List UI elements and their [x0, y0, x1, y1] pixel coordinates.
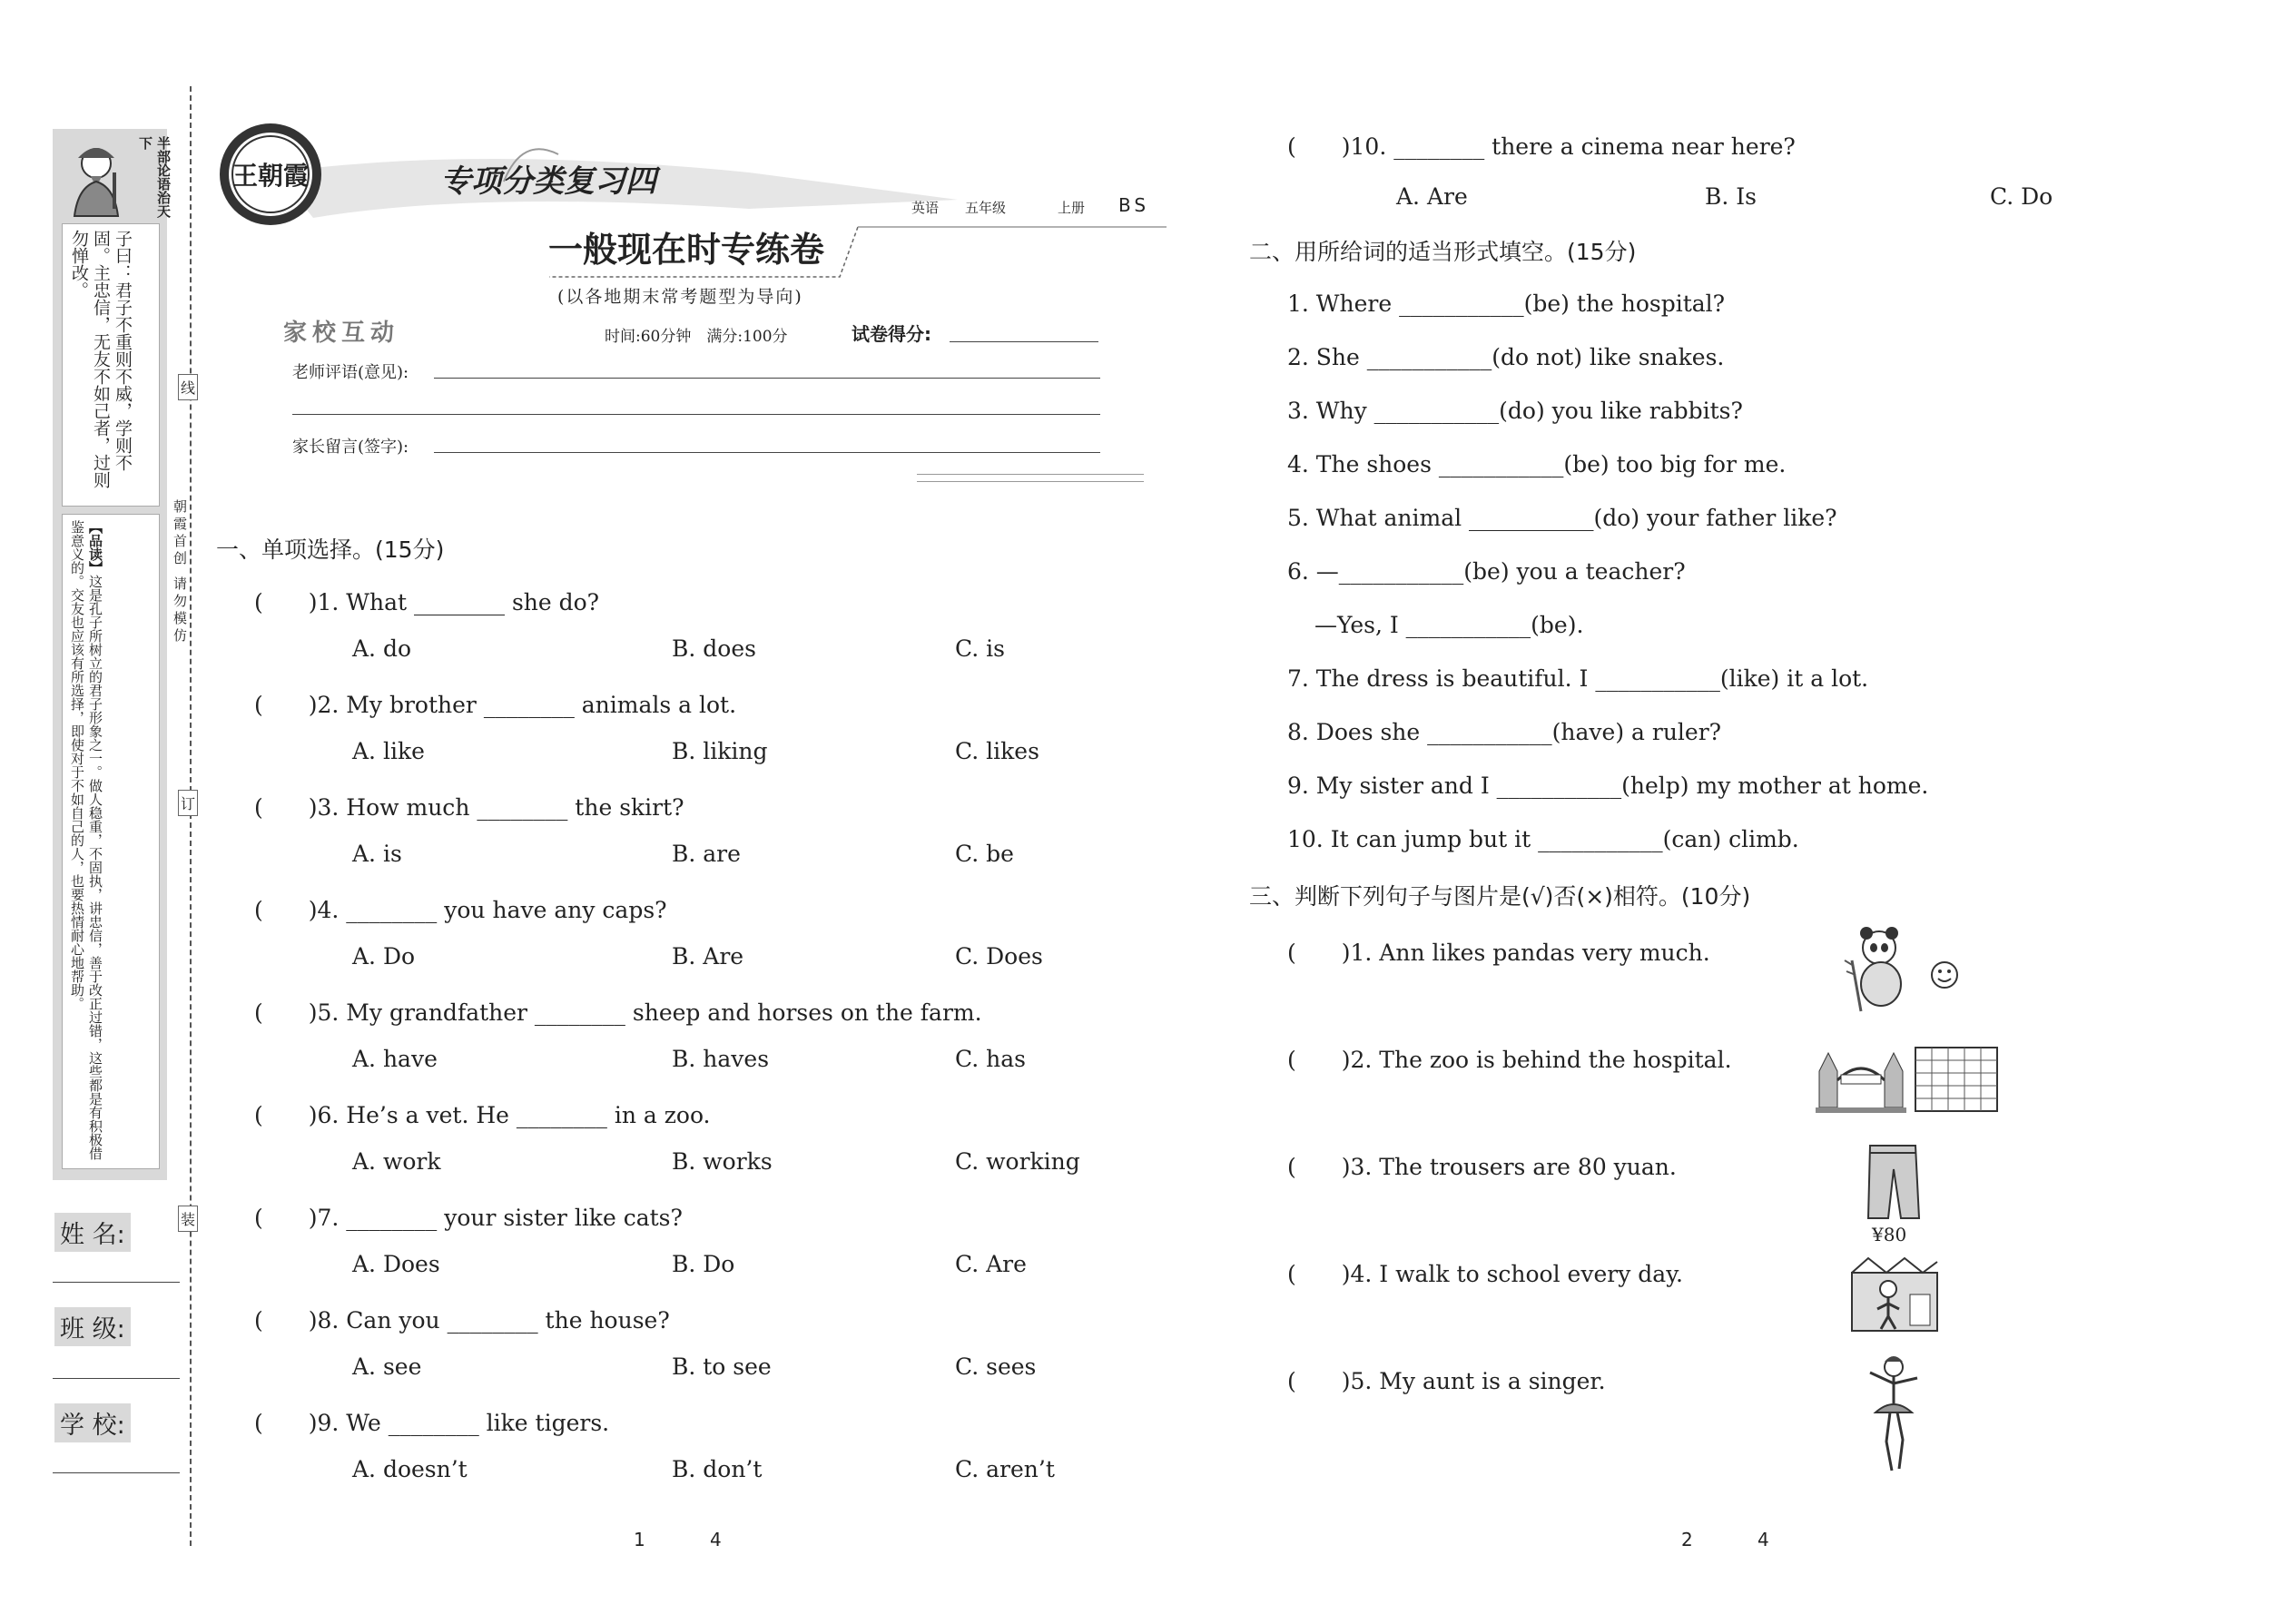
fill-item-4[interactable]: 4. The shoes ___________(be) too big for me.	[1287, 451, 1787, 477]
mc-question-6: ( )6. He’s a vet. He ________ in a zoo.	[254, 1102, 711, 1128]
fill-item-6[interactable]: 6. —___________(be) you a teacher?	[1287, 558, 1686, 585]
mc-q10-option-c[interactable]: C. Do	[1990, 183, 2053, 210]
parent-message-field[interactable]	[434, 452, 1100, 453]
section2-title: 二、用所给词的适当形式填空。(15分)	[1249, 239, 1637, 265]
fill-item-7[interactable]: 7. The dress is beautiful. I ___________(like) it a lot.	[1287, 665, 1869, 692]
fill-item-9[interactable]: 9. My sister and I ___________(help) my mother at home.	[1287, 773, 1929, 799]
mc-q2-option-a[interactable]: A. like	[352, 738, 425, 764]
mc-q7-option-c[interactable]: C. Are	[955, 1251, 1027, 1277]
vertical-notice: 朝霞首创 请勿模仿	[172, 499, 188, 645]
class-label: 班 级:	[54, 1307, 131, 1346]
judge-item-1[interactable]: ( )1. Ann likes pandas very much.	[1287, 940, 1710, 966]
fill-item-10[interactable]: 10. It can jump but it ___________(can) climb.	[1287, 826, 1799, 852]
mc-question-10: ( )10. ________ there a cinema near here?	[1287, 133, 1796, 160]
subject-tag-3: 上册	[1058, 200, 1086, 216]
read-label: 【品读】	[87, 520, 103, 575]
mc-q9-option-a[interactable]: A. doesn’t	[352, 1456, 468, 1482]
mc-q8-option-a[interactable]: A. see	[352, 1353, 422, 1380]
home-school-label: 家校互动	[283, 320, 400, 347]
fill-item-3[interactable]: 3. Why ___________(do) you like rabbits?	[1287, 398, 1743, 424]
judge-item-5[interactable]: ( )5. My aunt is a singer.	[1287, 1368, 1606, 1394]
confucius-quote: 子曰：君子不重则不威，学则不固。主忠信，无友不如己者，过则勿惮改。	[69, 230, 133, 488]
section3-title: 三、判断下列句子与图片是(√)否(×)相符。(10分)	[1249, 883, 1751, 910]
trousers-icon	[1861, 1142, 1925, 1222]
mc-q1-option-a[interactable]: A. do	[352, 635, 412, 662]
seal-mark-3: 装	[178, 1206, 198, 1232]
mc-q6-option-b[interactable]: B. works	[672, 1148, 773, 1175]
mc-q4-option-c[interactable]: C. Does	[955, 943, 1043, 969]
teacher-comment-label: 老师评语(意见):	[292, 363, 409, 382]
header-frame-lines-2	[917, 481, 1144, 482]
trousers-price: ¥80	[1872, 1224, 1907, 1245]
mc-q7-option-b[interactable]: B. Do	[672, 1251, 735, 1277]
header-banner	[204, 118, 1167, 300]
seal-mark-1: 线	[178, 374, 198, 400]
school-field[interactable]	[53, 1472, 180, 1473]
read-text: 这是孔子所树立的君子形象之一。做人稳重，不固执，讲忠信，善于改正过错，这些都是有积极借鉴意义的。交友也应该有所选择，即使对于不如自己的人，也要热情耐心地帮助。	[69, 520, 103, 1160]
judge-item-3[interactable]: ( )3. The trousers are 80 yuan.	[1287, 1154, 1677, 1180]
mc-q2-option-c[interactable]: C. likes	[955, 738, 1039, 764]
panda-smile-icon	[1843, 924, 1961, 1015]
confucius-icon	[58, 136, 140, 218]
mc-q10-option-b[interactable]: B. Is	[1705, 183, 1757, 210]
mc-q1-option-c[interactable]: C. is	[955, 635, 1005, 662]
mc-q5-option-b[interactable]: B. haves	[672, 1046, 770, 1072]
mc-q3-option-b[interactable]: B. are	[672, 841, 741, 867]
left-page-total: 4	[710, 1529, 722, 1550]
mc-q8-option-c[interactable]: C. sees	[955, 1353, 1037, 1380]
mc-q10-option-a[interactable]: A. Are	[1396, 183, 1468, 210]
school-label: 学 校:	[54, 1403, 131, 1442]
fill-item-2[interactable]: 2. She ___________(do not) like snakes.	[1287, 344, 1725, 370]
mc-q2-option-b[interactable]: B. liking	[672, 738, 768, 764]
parent-message-label: 家长留言(签字):	[292, 438, 409, 457]
mc-q8-option-b[interactable]: B. to see	[672, 1353, 772, 1380]
mc-question-8: ( )8. Can you ________ the house?	[254, 1307, 670, 1334]
mc-q7-option-a[interactable]: A. Does	[352, 1251, 440, 1277]
read-box	[62, 514, 160, 1169]
judge-item-2[interactable]: ( )2. The zoo is behind the hospital.	[1287, 1047, 1732, 1073]
name-field[interactable]	[53, 1282, 180, 1283]
score-label: 试卷得分:	[852, 323, 931, 345]
mc-q9-option-b[interactable]: B. don’t	[672, 1456, 763, 1482]
mc-q5-option-c[interactable]: C. has	[955, 1046, 1026, 1072]
score-field[interactable]	[950, 341, 1098, 342]
logo-text: 王朝霞	[231, 161, 309, 191]
zoo-hospital-icon	[1816, 1035, 2011, 1117]
mc-question-2: ( )2. My brother ________ animals a lot.	[254, 692, 737, 718]
judge-item-4[interactable]: ( )4. I walk to school every day.	[1287, 1261, 1683, 1287]
dancer-icon	[1852, 1351, 1934, 1474]
mc-q3-option-c[interactable]: C. be	[955, 841, 1014, 867]
mc-q4-option-b[interactable]: B. Are	[672, 943, 744, 969]
mc-q1-option-b[interactable]: B. does	[672, 635, 756, 662]
binding-line	[190, 86, 192, 1546]
class-field[interactable]	[53, 1378, 180, 1379]
subject-tag-2: 五年级	[965, 200, 1007, 216]
mc-question-3: ( )3. How much ________ the skirt?	[254, 794, 684, 821]
mc-question-7: ( )7. ________ your sister like cats?	[254, 1205, 683, 1231]
mc-q3-option-a[interactable]: A. is	[352, 841, 402, 867]
motto-head: 半部论语治天下	[137, 136, 172, 218]
fill-item-8[interactable]: 8. Does she ___________(have) a ruler?	[1287, 719, 1722, 745]
fill-item-5[interactable]: 5. What animal ___________(do) your father like?	[1287, 505, 1837, 531]
series-title: 专项分类复习四	[440, 163, 656, 200]
mc-question-1: ( )1. What ________ she do?	[254, 589, 600, 615]
walk-school-icon	[1850, 1251, 1941, 1334]
right-page-number: 2	[1681, 1529, 1693, 1550]
mc-question-5: ( )5. My grandfather ________ sheep and horses on the farm.	[254, 999, 982, 1026]
right-page-total: 4	[1757, 1529, 1769, 1550]
time-info: 时间:60分钟 满分:100分	[605, 328, 788, 346]
mc-q9-option-c[interactable]: C. aren’t	[955, 1456, 1055, 1482]
header-frame-lines	[917, 474, 1144, 475]
subject-tag-1: 英语	[911, 200, 940, 216]
mc-question-9: ( )9. We ________ like tigers.	[254, 1410, 610, 1436]
seal-mark-2: 订	[178, 790, 198, 816]
mc-q6-option-c[interactable]: C. working	[955, 1148, 1080, 1175]
teacher-comment-field-2[interactable]	[292, 414, 1100, 415]
fill-item-1[interactable]: 1. Where ___________(be) the hospital?	[1287, 290, 1726, 317]
section1-title: 一、单项选择。(15分)	[216, 536, 445, 563]
subject-tag-4: BS	[1118, 194, 1150, 216]
teacher-comment-field[interactable]	[434, 378, 1100, 379]
name-label: 姓 名:	[54, 1213, 131, 1252]
mc-q5-option-a[interactable]: A. have	[352, 1046, 438, 1072]
mc-q4-option-a[interactable]: A. Do	[352, 943, 416, 969]
main-title: 一般现在时专练卷	[548, 229, 825, 270]
subtitle: (以各地期末常考题型为导向)	[557, 287, 803, 307]
mc-q6-option-a[interactable]: A. work	[352, 1148, 441, 1175]
left-page-number: 1	[634, 1529, 645, 1550]
mc-question-4: ( )4. ________ you have any caps?	[254, 897, 667, 923]
fill-item-6-reply[interactable]: —Yes, I ___________(be).	[1314, 612, 1584, 638]
quote-box	[62, 223, 160, 507]
